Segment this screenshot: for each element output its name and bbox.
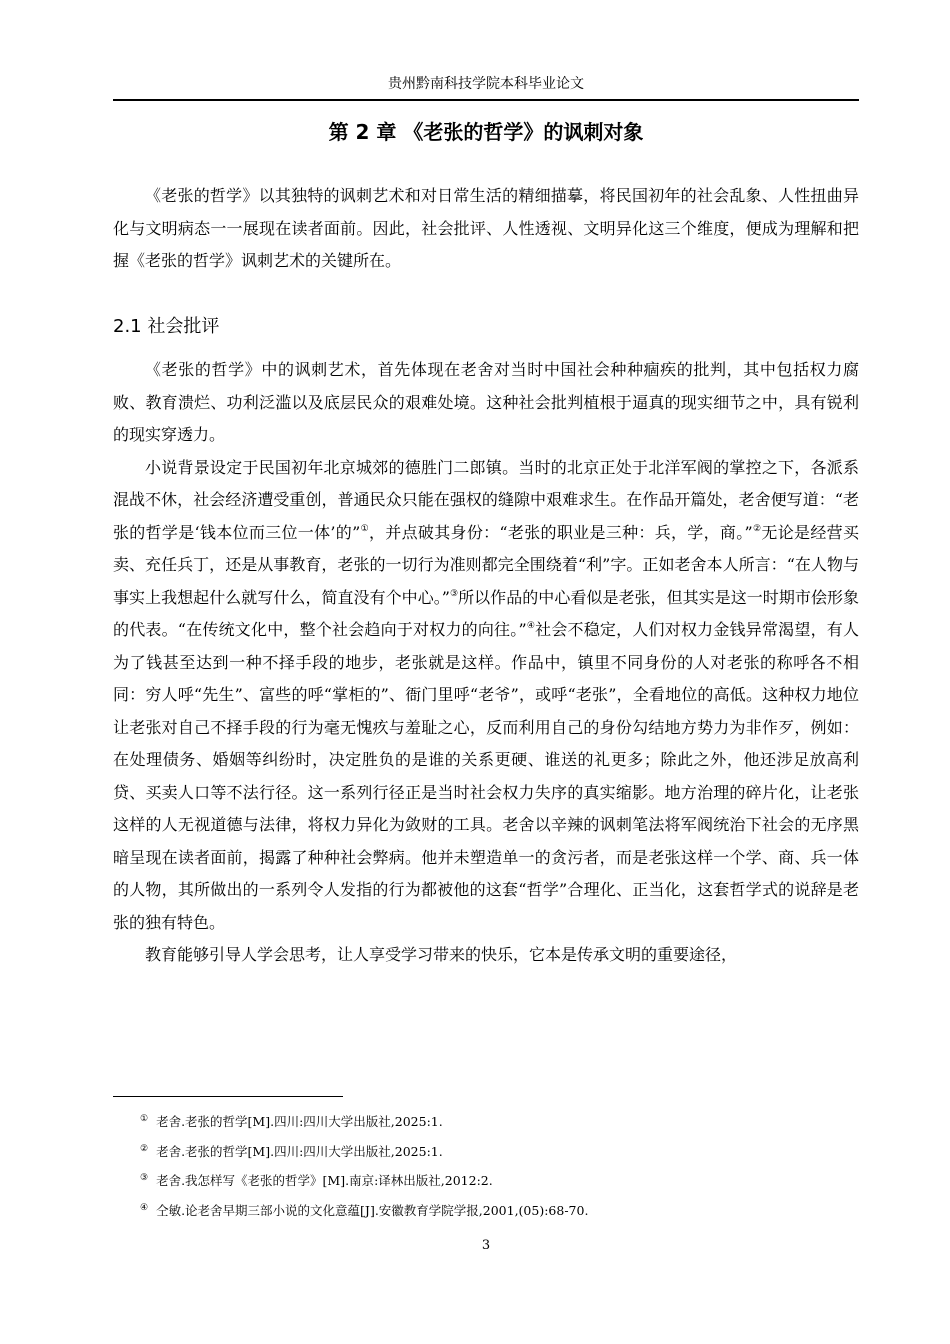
footnote-item (140, 1201, 840, 1231)
footnotes (140, 1112, 840, 1230)
footnote-text: 仝敏.论老舍早期三部小说的文化意蕴[J].安徽教育学院学报,2001,(05):68-70. (156, 1202, 589, 1218)
paragraph-3: 教育能够引导人学会思考，让人享受学习带来的快乐，它本是传承文明的重要途径， (145, 945, 738, 964)
footnote-rule (113, 1096, 343, 1097)
footnote-mark: ② (140, 1143, 149, 1154)
paragraph-2-part-e: 社会不稳定，人们对权力金钱异常渴望，有人为了钱甚至达到一种不择手段的地步，老张就是这样。作品中，镇里不同身份的人对老张的称呼各不相同：穷人呼“先生”、富些的呼“掌柜的”、衙门里呼“老爷”，或呼“老张”，全看地位的高低。这种权力地位让老张对自己不择手段的行为毫无愧疚与羞耻之心，反而利用自己的身份勾结地方势力为非作歹，例如：在处理债务、婚姻等纠纷时，决定胜负的是谁的关系更硬、谁送的礼更多；除此之外，他还涉足放高利贷、买卖人口等不法行径。这一系列行径正是当时社会权力失序的真实缩影。地方治理的碎片化，让老张这样的人无视道德与法律，将权力异化为敛财的工具。老舍以辛辣的讽刺笔法将军阀统治下社会的无序黑暗呈现在读者面前，揭露了种种社会弊病。他并未塑造单一的贪污者，而是老张这样一个学、商、兵一体的人物，其所做出的一系列令人发指的行为都被他的这套“哲学”合理化、正当化，这套哲学式的说辞是老张的独有特色。 (113, 620, 859, 932)
footnote-text: 老舍.老张的哲学[M].四川:四川大学出版社,2025:1. (156, 1114, 443, 1129)
paragraph-2-part-d: 所以作品的中心看似是老张，但其实是这一时期市侩形象的代表。“在传统文化中，整个社会趋向于对权力的向往。” (113, 587, 859, 639)
chapter-title: 第 2 章 《老张的哲学》的讽刺对象 (328, 120, 644, 144)
footnote-item (140, 1112, 840, 1142)
footnote-mark: ④ (140, 1202, 149, 1213)
intro-block (113, 180, 859, 278)
footnote-marker-1[interactable]: ① (360, 523, 369, 534)
paragraph-2-part-a: 小说背景设定于民国初年北京城郊的德胜门二郎镇。当时的北京正处于北洋军阀的掌控之下，各派系混战不休，社会经济遭受重创，普通民众只能在强权的缝隙中艰难求生。在作品开篇处，老舍便写道：“老张的哲学是‘钱本位而三位一体’的” (113, 457, 859, 542)
paragraph-1: 《老张的哲学》中的讽刺艺术，首先体现在老舍对当时中国社会种种痼疾的批判，其中包括权力腐败、教育溃烂、功利泛滥以及底层民众的艰难处境。这种社会批判植根于逼真的现实细节之中，具有锐利的现实穿透力。 (113, 360, 859, 444)
page-number: 3 (481, 1238, 491, 1253)
footnote-mark: ① (140, 1114, 149, 1124)
paragraph-2 (113, 452, 859, 940)
footnote-marker-3[interactable]: ③ (449, 588, 459, 599)
footnote-item (140, 1171, 840, 1201)
footnote-text: 老舍.老张的哲学[M].四川:四川大学出版社,2025:1. (156, 1143, 443, 1159)
section-title: 2.1 社会批评 (113, 316, 220, 337)
footnote-text: 老舍.我怎样写《老张的哲学》[M].南京:译林出版社,2012:2. (156, 1173, 493, 1188)
footnote-marker-4[interactable]: ④ (526, 621, 536, 631)
header-rule (113, 99, 859, 101)
section-body (113, 354, 859, 972)
intro-paragraph: 《老张的哲学》以其独特的讽刺艺术和对日常生活的精细描摹，将民国初年的社会乱象、人性扭曲异化与文明病态一一展现在读者面前。因此，社会批评、人性透视、文明异化这三个维度，便成为理解和把握《老张的哲学》讽刺艺术的关键所在。 (113, 186, 859, 270)
paragraph-2-part-c: 无论是经营买卖、充任兵丁，还是从事教育，老张的一切行为准则都完全围绕着“利”字。正如老舍本人所言：“在人物与事实上我想起什么就写什么，简直没有个中心。” (113, 522, 859, 607)
footnote-mark: ③ (140, 1173, 149, 1183)
running-header: 贵州黔南科技学院本科毕业论文 (388, 76, 584, 92)
footnote-marker-2[interactable]: ② (752, 523, 762, 534)
paragraph-2-part-b: ，并点破其身份：“老张的职业是三种：兵，学，商。” (368, 522, 753, 542)
footnote-item (140, 1142, 840, 1172)
